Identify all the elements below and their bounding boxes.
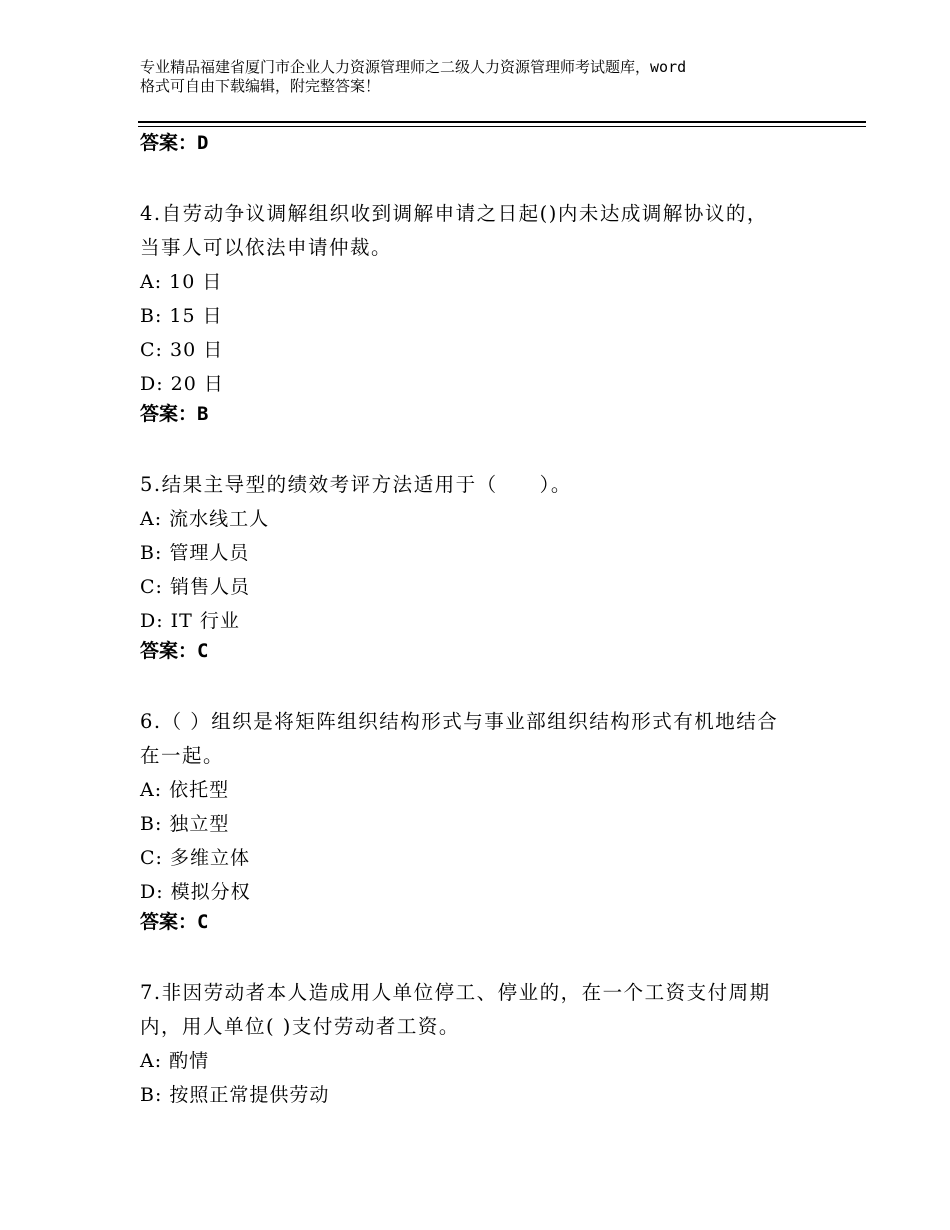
question-4 — [140, 197, 840, 435]
header-line-1: 专业精品福建省厦门市企业人力资源管理师之二级人力资源管理师考试题库，word — [140, 58, 687, 76]
question-stem — [140, 976, 840, 1044]
option-d: D: 模拟分权 — [140, 881, 251, 903]
question-stem — [140, 705, 840, 773]
answer-line: 答案：C — [140, 640, 209, 662]
answer-line: 答案：B — [140, 403, 209, 425]
option-d: D: 20 日 — [140, 373, 224, 395]
question-stem-line: 6.（ ）组织是将矩阵组织结构形式与事业部组织结构形式有机地结合 — [140, 710, 779, 733]
header-line-2: 格式可自由下载编辑，附完整答案！ — [140, 77, 381, 95]
question-stem — [140, 468, 840, 502]
option-b: B: 15 日 — [140, 305, 223, 327]
question-stem-line: 7.非因劳动者本人造成用人单位停工、停业的，在一个工资支付周期 — [140, 981, 771, 1004]
option-c: C: 销售人员 — [140, 576, 250, 598]
question-stem-line: 5.结果主导型的绩效考评方法适用于（ ）。 — [140, 473, 572, 496]
option-a: A: 流水线工人 — [140, 508, 270, 530]
header-divider-thick — [138, 121, 866, 123]
question-stem-line: 内，用人单位( )支付劳动者工资。 — [140, 1015, 460, 1038]
question-7 — [140, 976, 840, 1112]
option-d: D: IT 行业 — [140, 610, 240, 632]
option-c: C: 多维立体 — [140, 847, 250, 869]
option-b: B: 按照正常提供劳动 — [140, 1084, 330, 1106]
document-header — [140, 58, 840, 96]
question-stem-line: 当事人可以依法申请仲裁。 — [140, 236, 393, 259]
option-b: B: 管理人员 — [140, 542, 250, 564]
question-list — [140, 130, 840, 1112]
option-b: B: 独立型 — [140, 813, 230, 835]
previous-answer: 答案：D — [140, 132, 209, 154]
option-a: A: 依托型 — [140, 779, 230, 801]
option-a: A: 10 日 — [140, 271, 223, 293]
question-stem-line: 在一起。 — [140, 744, 225, 767]
question-stem-line: 4.自劳动争议调解组织收到调解申请之日起()内未达成调解协议的， — [140, 202, 768, 225]
answer-line: 答案：C — [140, 911, 209, 933]
question-6 — [140, 705, 840, 943]
option-c: C: 30 日 — [140, 339, 224, 361]
header-divider-thin — [138, 126, 866, 127]
question-5 — [140, 468, 840, 672]
option-a: A: 酌情 — [140, 1050, 210, 1072]
question-stem — [140, 197, 840, 265]
